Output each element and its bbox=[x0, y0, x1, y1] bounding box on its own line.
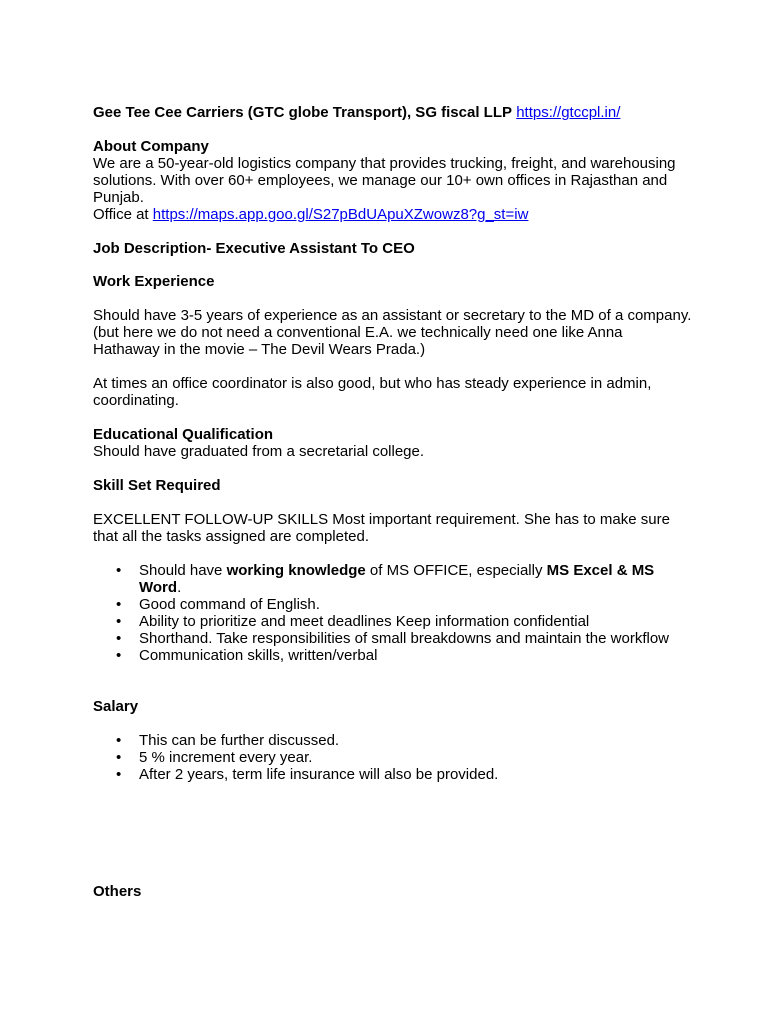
list-item: • Ability to prioritize and meet deadlines Keep information confidential bbox=[139, 613, 693, 630]
skills-list bbox=[93, 562, 693, 664]
job-title: Job Description- Executive Assistant To CEO bbox=[93, 240, 415, 257]
office-map-link[interactable]: https://maps.app.goo.gl/S27pBdUApuXZwowz8?g_st=iw bbox=[152, 206, 529, 223]
list-item: • Shorthand. Take responsibilities of small breakdowns and maintain the workflow bbox=[139, 630, 693, 647]
skill-text: Should have bbox=[139, 562, 227, 579]
work-experience-para1: Should have 3-5 years of experience as an assistant or secretary to the MD of a company. (but here we do not need a conventional E.A. we technically need one like Anna Hathaway in the movie – The Devil Wears Prada.) bbox=[93, 307, 692, 358]
office-prefix: Office at bbox=[93, 206, 153, 223]
skills-intro: EXCELLENT FOLLOW-UP SKILLS Most important requirement. She has to make sure that all the tasks assigned are completed. bbox=[93, 511, 670, 545]
work-experience-heading: Work Experience bbox=[93, 273, 215, 290]
list-item: • After 2 years, term life insurance will also be provided. bbox=[139, 766, 693, 783]
skills-heading: Skill Set Required bbox=[93, 477, 221, 494]
list-item: • 5 % increment every year. bbox=[139, 749, 693, 766]
list-item: • This can be further discussed. bbox=[139, 732, 693, 749]
about-text: We are a 50-year-old logistics company that provides trucking, freight, and warehousing solutions. With over 60+ employees, we manage our 10+ own offices in Rajasthan and Punjab. bbox=[93, 155, 676, 206]
others-heading: Others bbox=[93, 883, 142, 900]
education-text: Should have graduated from a secretarial college. bbox=[93, 443, 425, 460]
skill-emphasis: MS Excel & MS Word bbox=[139, 562, 655, 596]
education-heading: Educational Qualification bbox=[93, 426, 274, 443]
company-name: Gee Tee Cee Carriers (GTC globe Transport), SG fiscal LLP bbox=[93, 104, 513, 121]
salary-heading: Salary bbox=[93, 698, 139, 715]
list-item: • Good command of English. bbox=[139, 596, 693, 613]
office-line bbox=[93, 206, 693, 223]
salary-list bbox=[93, 732, 693, 783]
skill-emphasis: working knowledge bbox=[226, 562, 366, 579]
list-item bbox=[139, 562, 693, 596]
skill-text: . bbox=[177, 579, 182, 596]
document-body bbox=[93, 104, 693, 900]
skill-text: of MS OFFICE, especially bbox=[365, 562, 547, 579]
about-heading: About Company bbox=[93, 138, 209, 155]
list-item: • Communication skills, written/verbal bbox=[139, 647, 693, 664]
company-website-link[interactable]: https://gtccpl.in/ bbox=[516, 104, 621, 121]
work-experience-para2: At times an office coordinator is also good, but who has steady experience in admin, coordinating. bbox=[93, 375, 652, 409]
company-line bbox=[93, 104, 693, 121]
